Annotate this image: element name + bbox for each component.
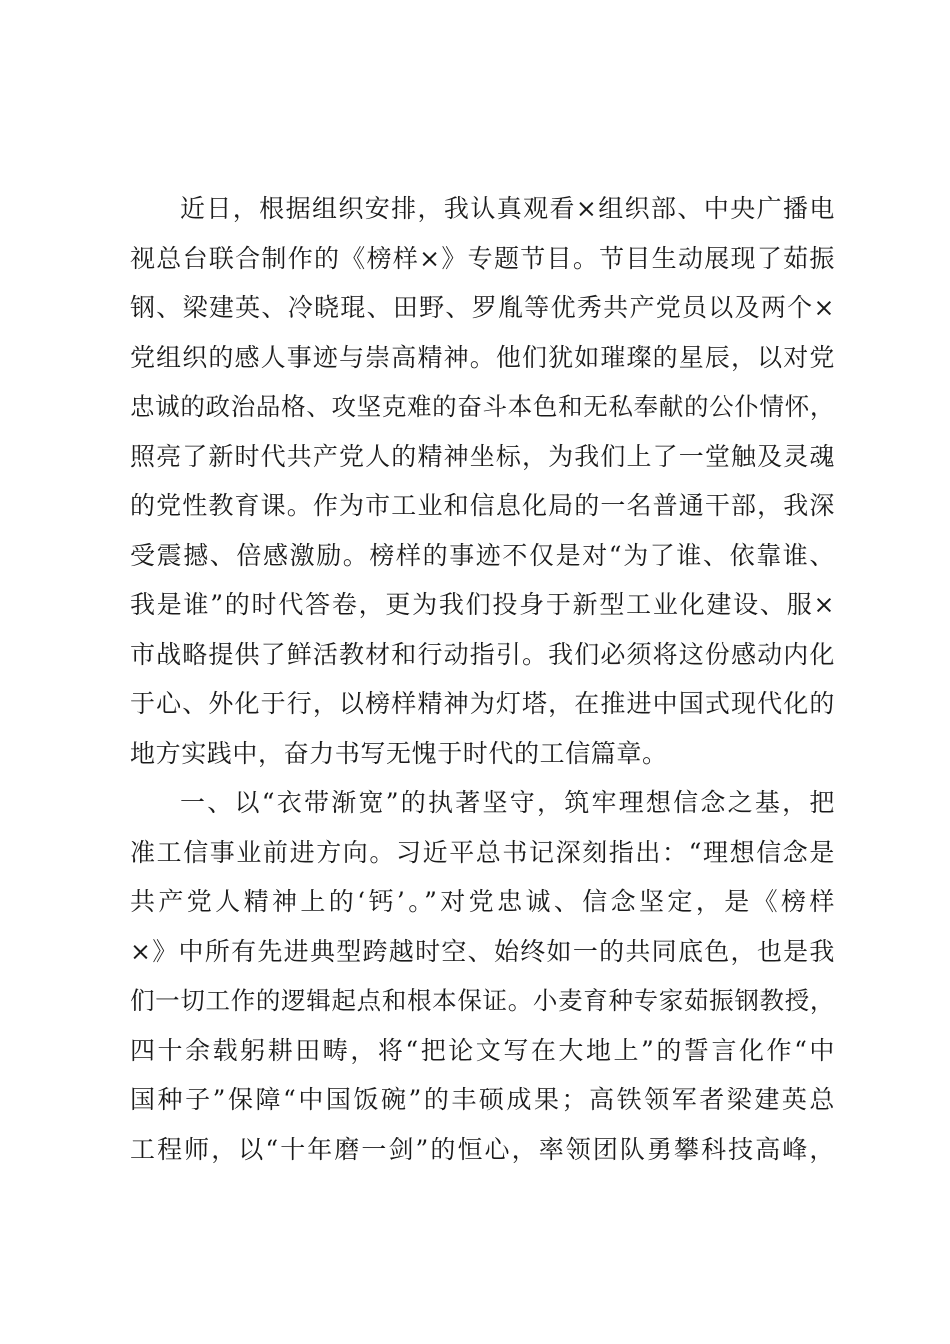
text-line: 照亮了新时代共产党人的精神坐标，为我们上了一堂触及灵魂 [130,441,835,471]
text-line: 共产党人精神上的‘钙’。”对党忠诚、信念坚定，是《榜样 [130,887,835,916]
text-line: 的党性教育课。作为市工业和信息化局的一名普通干部，我深 [130,491,835,520]
text-line: 地方实践中，奋力书写无愧于时代的工信篇章。 [130,738,668,768]
text-line: 工程师，以“十年磨一剑”的恒心，率领团队勇攀科技高峰， [130,1134,835,1164]
text-line: 我是谁”的时代答卷，更为我们投身于新型工业化建设、服× [130,590,835,619]
text-line: 准工信事业前进方向。习近平总书记深刻指出：“理想信念是 [130,837,835,867]
document-body [130,184,835,1174]
paragraph-intro [130,184,835,778]
text-line: 四十余载躬耕田畴，将“把论文写在大地上”的誓言化作“中 [130,1035,835,1065]
text-line: 视总台联合制作的《榜样×》专题节目。节目生动展现了茹振 [130,243,835,273]
text-line: 钢、梁建英、冷晓琨、田野、罗胤等优秀共产党员以及两个× [130,293,835,322]
text-line: 近日，根据组织安排，我认真观看×组织部、中央广播电 [180,194,835,223]
text-line: 们一切工作的逻辑起点和根本保证。小麦育种专家茹振钢教授， [130,986,835,1015]
text-line: 受震撼、倍感激励。榜样的事迹不仅是对“为了谁、依靠谁、 [130,540,835,570]
text-line: 忠诚的政治品格、攻坚克难的奋斗本色和无私奉献的公仆情怀， [130,392,835,421]
text-line: 市战略提供了鲜活教材和行动指引。我们必须将这份感动内化 [130,639,835,669]
text-line: 党组织的感人事迹与崇高精神。他们犹如璀璨的星辰，以对党 [130,342,835,372]
text-line: 国种子”保障“中国饭碗”的丰硕成果；高铁领军者梁建英总 [130,1085,835,1114]
text-line: ×》中所有先进典型跨越时空、始终如一的共同底色，也是我 [130,936,835,966]
paragraph-section-one [130,778,835,1174]
text-line: 一、以“衣带渐宽”的执著坚守，筑牢理想信念之基，把 [180,788,835,817]
text-line: 于心、外化于行，以榜样精神为灯塔，在推进中国式现代化的 [130,689,835,718]
